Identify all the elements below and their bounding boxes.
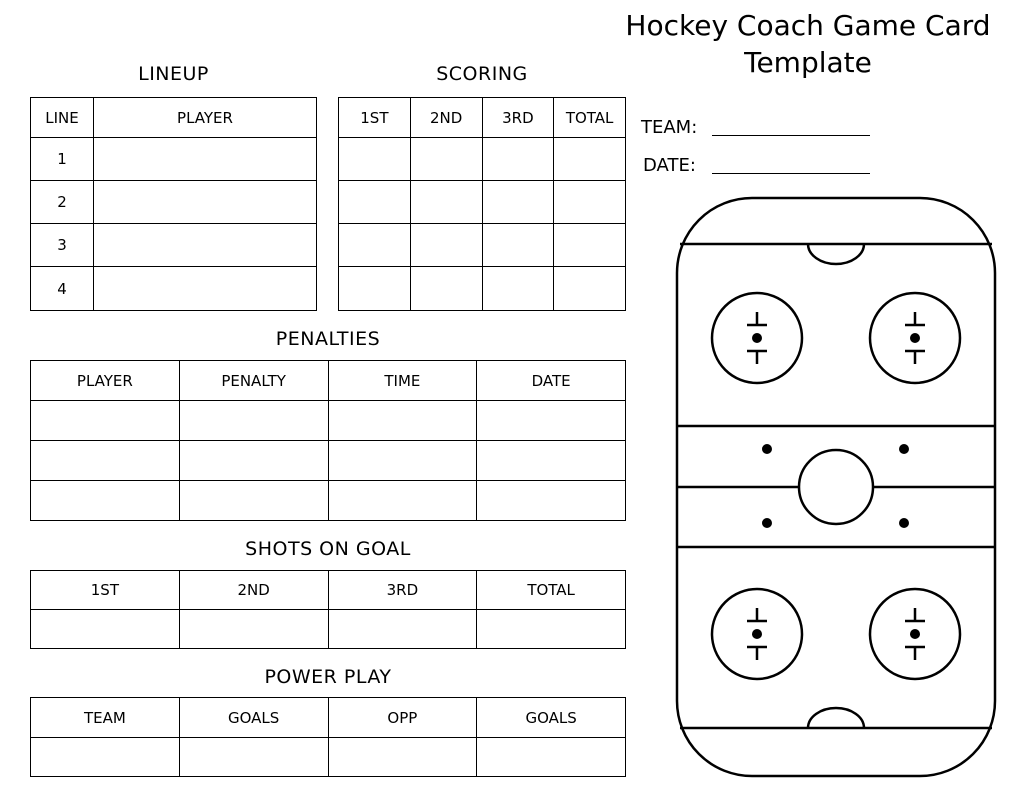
col-header: OPP [328,698,477,738]
col-header: 1ST [31,571,180,610]
col-header: 1ST [339,98,411,138]
col-header: TOTAL [554,98,626,138]
goal-crease-top [808,244,864,264]
team-label: TEAM: [641,117,698,138]
line-number: 4 [31,267,94,311]
page-subtitle: Template [744,46,872,79]
col-header: TEAM [31,698,180,738]
lineup-title: LINEUP [138,63,209,85]
line-number: 2 [31,181,94,224]
col-header: 3RD [482,98,554,138]
powerplay-title: POWER PLAY [264,666,392,688]
col-header: TIME [328,361,477,401]
page-title: Hockey Coach Game Card [625,9,991,42]
date-label: DATE: [643,155,696,176]
col-header: TOTAL [477,571,626,610]
col-header: GOALS [179,698,328,738]
col-header: 2ND [410,98,482,138]
shots-title: SHOTS ON GOAL [245,538,411,560]
goal-crease-bottom [808,708,864,728]
col-header: 3RD [328,571,477,610]
col-header: 2ND [179,571,328,610]
line-number: 3 [31,224,94,267]
line-number: 1 [31,138,94,181]
col-header: PLAYER [94,98,317,138]
center-circle [799,450,873,524]
col-header: LINE [31,98,94,138]
scoring-title: SCORING [436,63,528,85]
col-header: PENALTY [179,361,328,401]
col-header: GOALS [477,698,626,738]
penalties-title: PENALTIES [275,328,381,350]
col-header: DATE [477,361,626,401]
col-header: PLAYER [31,361,180,401]
